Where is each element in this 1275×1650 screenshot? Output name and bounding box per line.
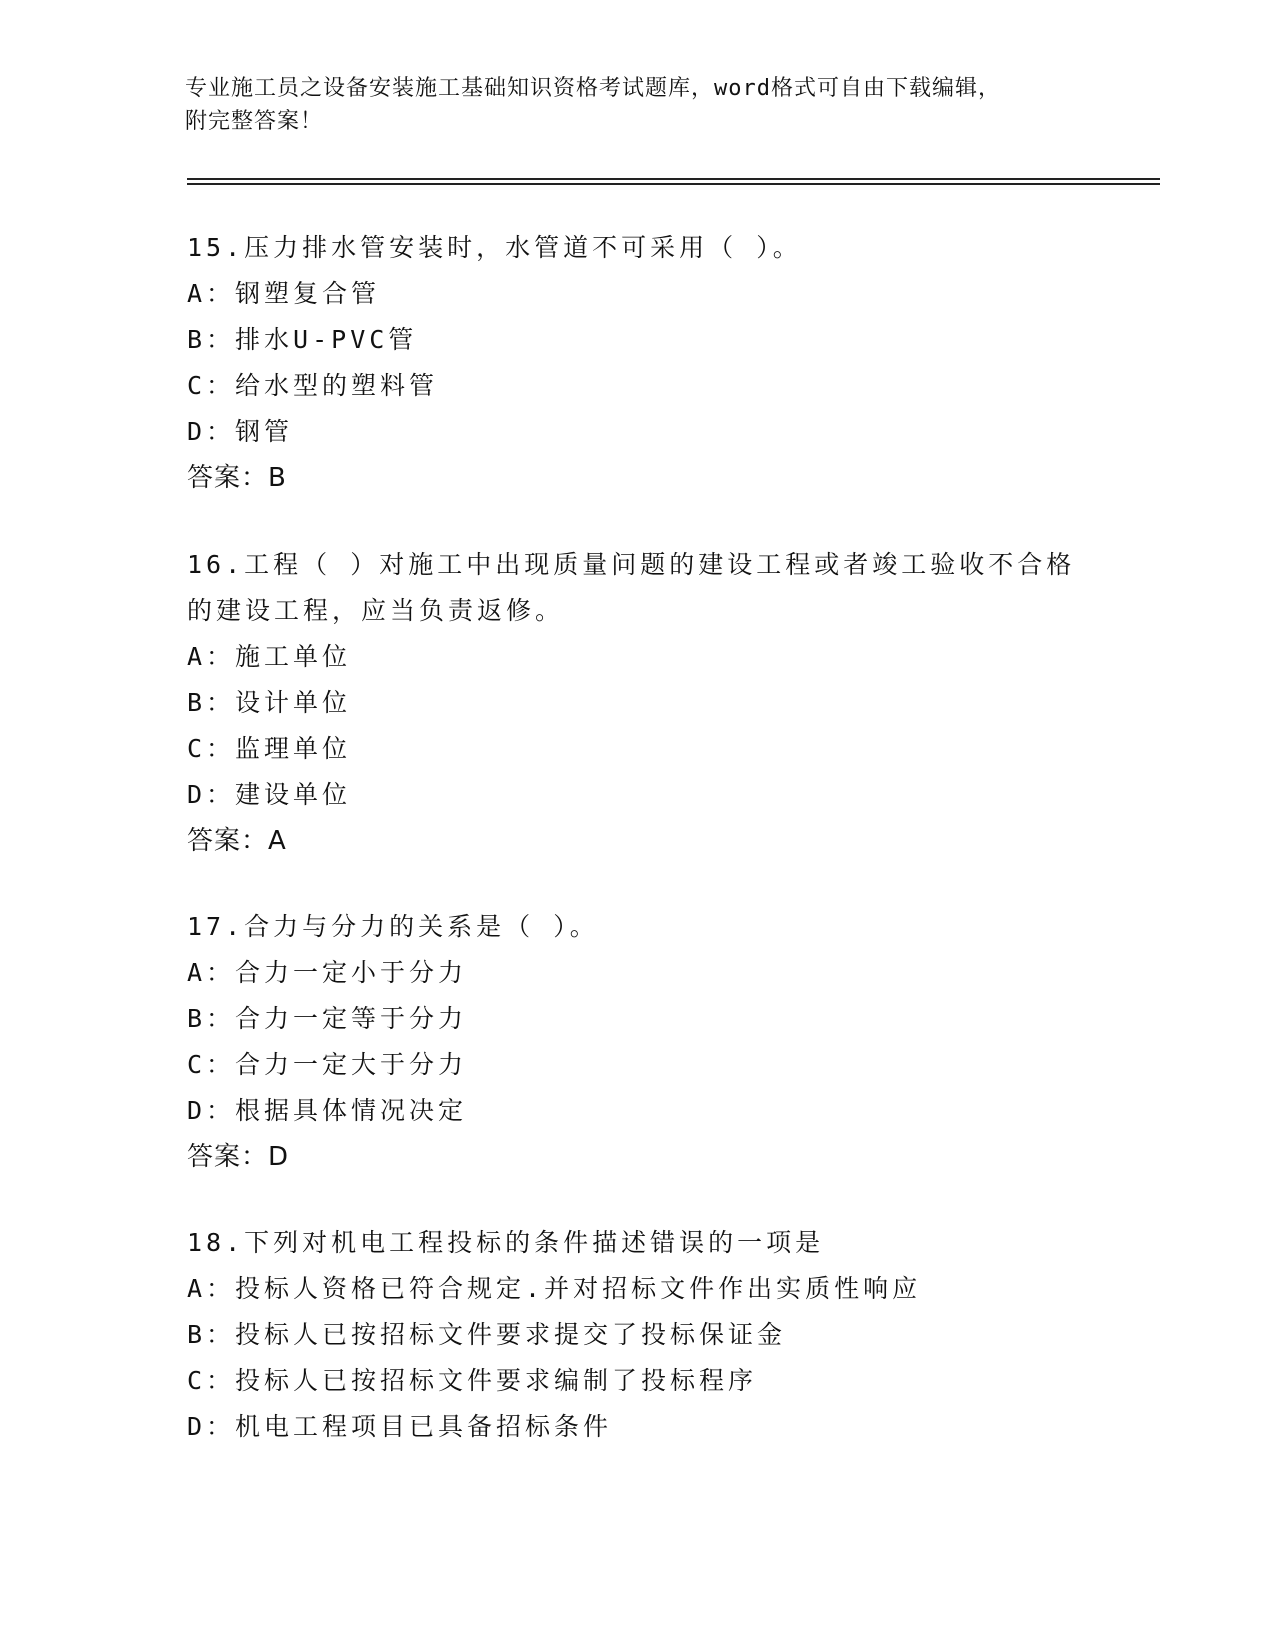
- answer-label: 答案：B: [187, 463, 287, 493]
- option-c: C：合力一定大于分力: [187, 1050, 468, 1079]
- header-line-2: 附完整答案！: [185, 109, 324, 134]
- option-d: D：建设单位: [187, 780, 352, 809]
- question-stem-line-1: 16.工程（ ）对施工中出现质量问题的建设工程或者竣工验收不合格: [187, 550, 1076, 579]
- answer-label: 答案：A: [187, 826, 287, 856]
- option-a: A：投标人资格已符合规定.并对招标文件作出实质性响应: [187, 1274, 922, 1303]
- option-c: C：投标人已按招标文件要求编制了投标程序: [187, 1366, 758, 1395]
- option-b: B：投标人已按招标文件要求提交了投标保证金: [187, 1320, 787, 1349]
- question-stem: 15.压力排水管安装时，水管道不可采用（ ）。: [187, 233, 802, 262]
- option-a: A：合力一定小于分力: [187, 958, 468, 987]
- option-b: B：合力一定等于分力: [187, 1004, 468, 1033]
- option-c: C：给水型的塑料管: [187, 371, 439, 400]
- header-line-1: 专业施工员之设备安装施工基础知识资格考试题库，word格式可自由下载编辑，: [185, 76, 1001, 101]
- question-15: [187, 225, 1087, 501]
- document-header: [185, 72, 1085, 138]
- option-b: B：排水U-PVC管: [187, 325, 418, 354]
- option-a: A：钢塑复合管: [187, 279, 381, 308]
- option-d: D：根据具体情况决定: [187, 1096, 468, 1125]
- question-18: [187, 1220, 1087, 1450]
- question-16: [187, 542, 1087, 864]
- header-divider-bottom: [187, 183, 1160, 185]
- question-stem-line-2: 的建设工程，应当负责返修。: [187, 596, 565, 625]
- option-a: A：施工单位: [187, 642, 352, 671]
- question-stem: 17.合力与分力的关系是（ ）。: [187, 912, 599, 941]
- header-divider-top: [187, 178, 1160, 180]
- option-d: D：机电工程项目已具备招标条件: [187, 1412, 613, 1441]
- option-b: B：设计单位: [187, 688, 352, 717]
- option-d: D：钢管: [187, 417, 294, 446]
- question-17: [187, 904, 1087, 1180]
- question-stem: 18.下列对机电工程投标的条件描述错误的一项是: [187, 1228, 825, 1257]
- option-c: C：监理单位: [187, 734, 352, 763]
- answer-label: 答案：D: [187, 1142, 290, 1172]
